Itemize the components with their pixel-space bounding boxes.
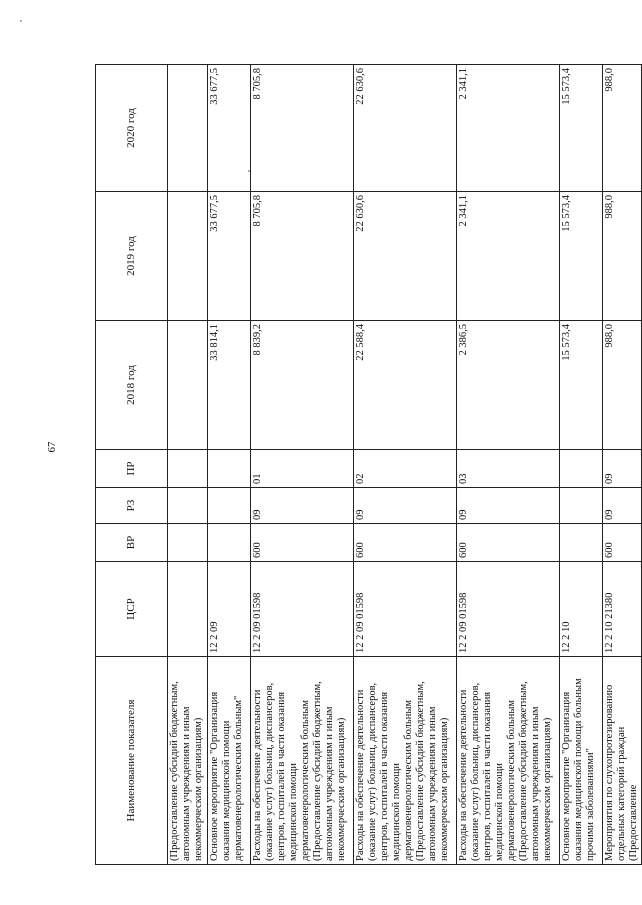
header-vr: ВР: [96, 524, 168, 562]
header-2019: 2019 год: [96, 192, 168, 321]
cell-2020: [168, 65, 208, 192]
cell-2020: 33 677,5: [208, 65, 251, 192]
cell-pr: [560, 450, 603, 488]
scan-speck: [248, 170, 250, 172]
page-number: 67: [46, 441, 58, 453]
cell-csr: 12 2 09 01598: [354, 562, 457, 657]
cell-pr: 02: [354, 450, 457, 488]
cell-2020: 15 573,4: [560, 65, 603, 192]
header-name: Наименование показателя: [96, 657, 168, 865]
header-2018: 2018 год: [96, 321, 168, 450]
cell-name: Расходы на обеспечение деятельности (оказание услуг) больниц, диспансеров, центров, госпиталей в части оказания медицинской помощи дерматовенерологическим больным (Предоставление субсидий бюджетным, автономным учреждениям и иным некоммерческим организациям): [457, 657, 560, 865]
cell-rz: [560, 488, 603, 524]
cell-2018: 8 839,2: [251, 321, 354, 450]
cell-pr: [168, 450, 208, 488]
table-row: [354, 65, 457, 865]
cell-vr: [208, 524, 251, 562]
table-row: [168, 65, 208, 865]
header-pr: ПР: [96, 450, 168, 488]
cell-vr: [168, 524, 208, 562]
cell-2019: 33 677,5: [208, 192, 251, 321]
scan-speck: [20, 20, 22, 22]
cell-name: Мероприятия по слухопротезированию отдельных категорий граждан (Предоставление: [603, 657, 642, 865]
cell-2018: 33 814,1: [208, 321, 251, 450]
cell-name: Основное мероприятие "Организация оказания медицинской помощи дерматовенерологическим больным": [208, 657, 251, 865]
cell-pr: 01: [251, 450, 354, 488]
cell-2019: [168, 192, 208, 321]
cell-name: Расходы на обеспечение деятельности (оказание услуг) больниц, диспансеров, центров, госпиталей в части оказания медицинской помощи дерматовенерологическим больным (Предоставление субсидий бюджетным, автономным учреждениям и иным некоммерческим организациям): [251, 657, 354, 865]
cell-vr: 600: [354, 524, 457, 562]
table-header-row: [96, 65, 168, 865]
cell-2018: 15 573,4: [560, 321, 603, 450]
cell-rz: 09: [457, 488, 560, 524]
cell-2019: 988,0: [603, 192, 642, 321]
cell-csr: 12 2 10: [560, 562, 603, 657]
cell-2020: 2 341,1: [457, 65, 560, 192]
cell-2020: 988,0: [603, 65, 642, 192]
header-rz: РЗ: [96, 488, 168, 524]
cell-csr: 12 2 10 21380: [603, 562, 642, 657]
cell-vr: 600: [251, 524, 354, 562]
cell-name: Основное мероприятие "Организация оказания медицинской помощи больным прочими заболеваниями": [560, 657, 603, 865]
cell-2020: 8 705,8: [251, 65, 354, 192]
cell-2018: 988,0: [603, 321, 642, 450]
cell-pr: 09: [603, 450, 642, 488]
cell-vr: 600: [457, 524, 560, 562]
cell-2019: 15 573,4: [560, 192, 603, 321]
cell-2019: 2 341,1: [457, 192, 560, 321]
cell-2020: 22 630,6: [354, 65, 457, 192]
cell-pr: 03: [457, 450, 560, 488]
cell-2018: 2 386,5: [457, 321, 560, 450]
table-row: [251, 65, 354, 865]
cell-2018: [168, 321, 208, 450]
cell-rz: 09: [354, 488, 457, 524]
cell-2018: 22 588,4: [354, 321, 457, 450]
cell-csr: 12 2 09: [208, 562, 251, 657]
cell-rz: 09: [251, 488, 354, 524]
rotated-table-wrapper: [95, 65, 640, 865]
cell-name: (Предоставление субсидий бюджетным, автономным учреждениям и иным некоммерческим организациям): [168, 657, 208, 865]
cell-rz: [208, 488, 251, 524]
cell-rz: 09: [603, 488, 642, 524]
cell-2019: 22 630,6: [354, 192, 457, 321]
table-row: [208, 65, 251, 865]
cell-2019: 8 705,8: [251, 192, 354, 321]
table-row: [560, 65, 603, 865]
cell-csr: 12 2 09 01598: [251, 562, 354, 657]
cell-csr: 12 2 09 01598: [457, 562, 560, 657]
cell-rz: [168, 488, 208, 524]
cell-vr: [560, 524, 603, 562]
budget-table: [95, 64, 642, 865]
cell-vr: 600: [603, 524, 642, 562]
cell-csr: [168, 562, 208, 657]
table-row: [603, 65, 642, 865]
header-csr: ЦСР: [96, 562, 168, 657]
table-row: [457, 65, 560, 865]
cell-pr: [208, 450, 251, 488]
cell-name: Расходы на обеспечение деятельности (оказание услуг) больниц, диспансеров, центров, госпиталей в части оказания медицинской помощи дерматовенерологическим больным (Предоставление субсидий бюджетным, автономным учреждениям и иным некоммерческим организациям): [354, 657, 457, 865]
header-2020: 2020 год: [96, 65, 168, 192]
